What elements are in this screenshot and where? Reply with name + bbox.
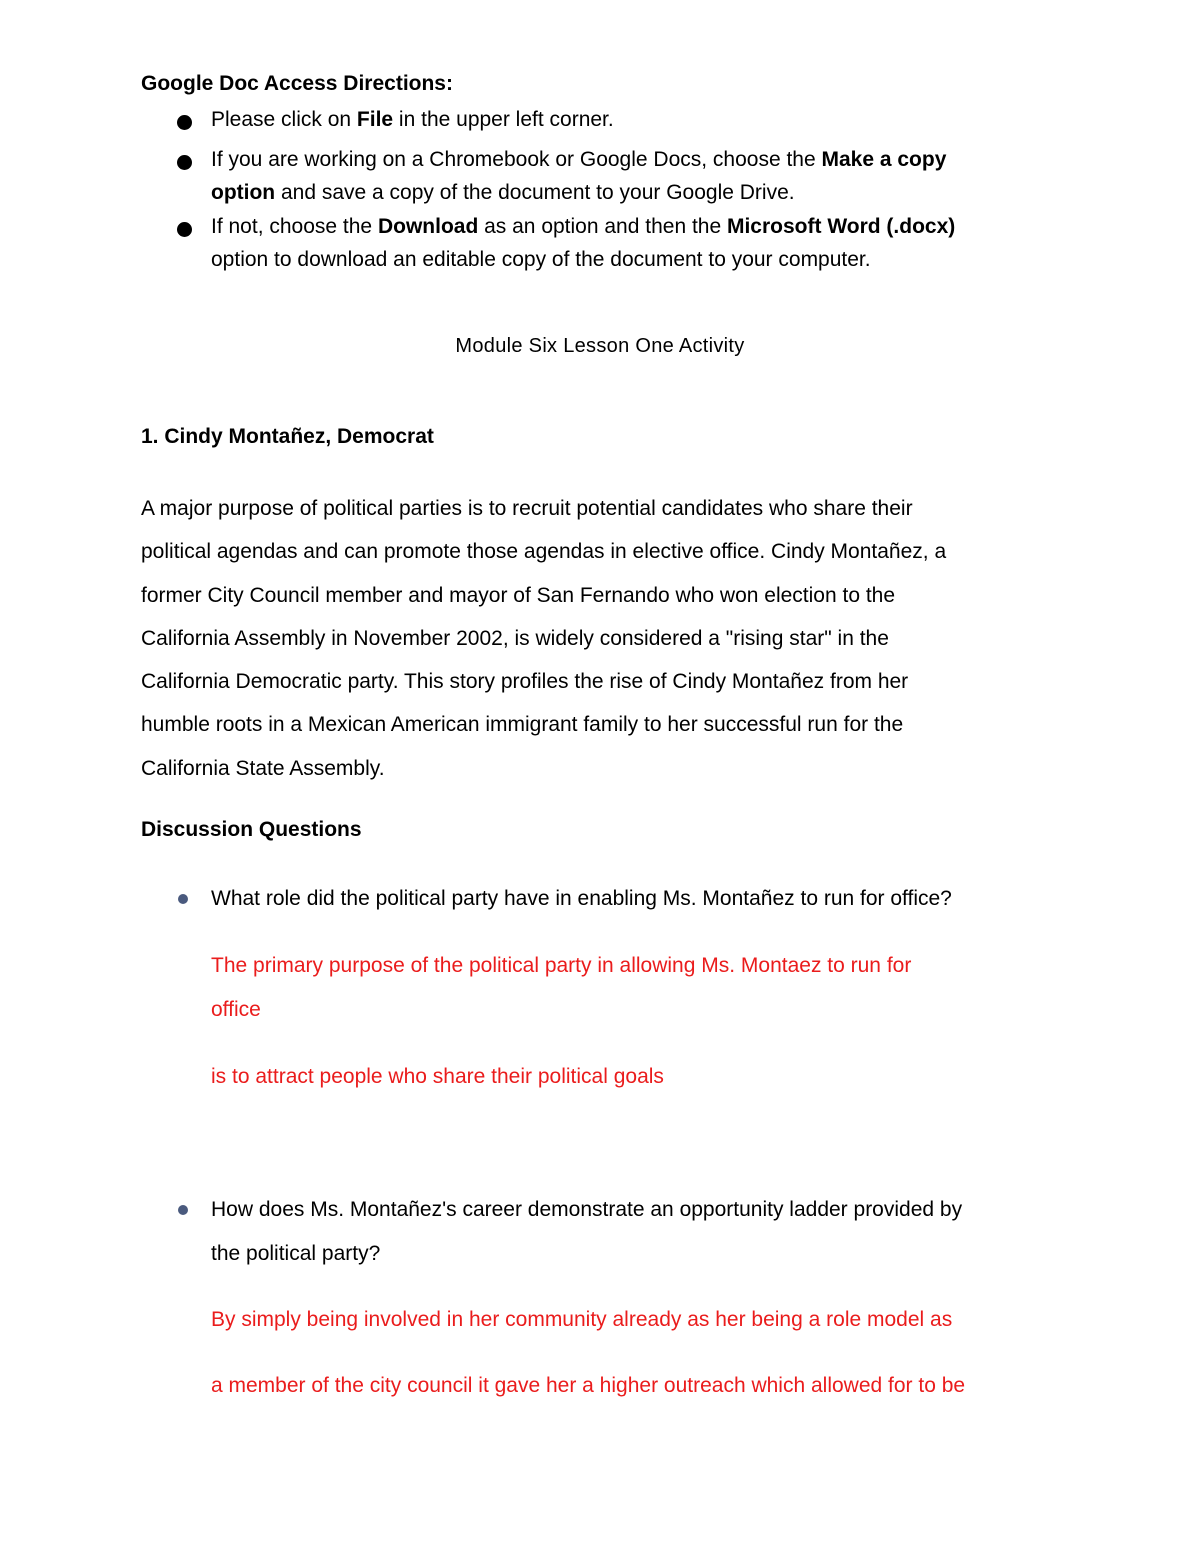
text-run: and save a copy of the document to your Google Drive. [275, 181, 795, 204]
text-run: Please click on [211, 108, 357, 131]
question-line: the political party? [211, 1241, 381, 1265]
bullet-icon [178, 1205, 188, 1215]
text-run: If not, choose the [211, 215, 378, 238]
directions-item-text [211, 210, 1091, 276]
paragraph-line: former City Council member and mayor of San Fernando who won election to the [141, 583, 896, 607]
answer-line: By simply being involved in her community already as her being a role model as [211, 1308, 953, 1331]
bullet-icon [178, 894, 188, 904]
directions-item-text [211, 143, 1091, 209]
paragraph-line: A major purpose of political parties is to recruit potential candidates who share their [141, 497, 913, 520]
answer-text [211, 1364, 965, 1408]
page-title: Module Six Lesson One Activity [455, 335, 745, 357]
body-paragraph [141, 487, 1066, 790]
question-text [211, 1188, 962, 1275]
answer-line: The primary purpose of the political party in allowing Ms. Montaez to run for [211, 954, 912, 977]
paragraph-line: humble roots in a Mexican American immigrant family to her successful run for the [141, 713, 904, 737]
answer-text [211, 1055, 664, 1099]
text-run: in the upper left corner. [393, 108, 614, 131]
section-heading: 1. Cindy Montañez, Democrat [141, 425, 434, 448]
question-text [211, 877, 952, 921]
answer-text [211, 1298, 952, 1342]
question-line: How does Ms. Montañez's career demonstrate an opportunity ladder provided by [211, 1198, 963, 1221]
bullet-icon [177, 155, 192, 170]
directions-item-text [211, 103, 1091, 136]
answer-text [211, 944, 911, 1031]
text-run: as an option and then the [478, 215, 727, 238]
directions-heading: Google Doc Access Directions: [141, 72, 453, 95]
discussion-heading: Discussion Questions [141, 818, 362, 841]
bold-run: Download [377, 215, 479, 238]
answer-line: office [211, 997, 261, 1021]
bold-run: Make a copy [821, 148, 947, 171]
paragraph-line: California State Assembly. [141, 756, 385, 780]
bold-run: Microsoft Word (.docx) [726, 215, 956, 238]
text-run: If you are working on a Chromebook or Google Docs, choose the [211, 148, 822, 171]
bullet-icon [177, 222, 192, 237]
bullet-icon [177, 115, 192, 130]
bold-run: File [356, 108, 394, 131]
paragraph-line: political agendas and can promote those agendas in elective office. Cindy Montañez, a [141, 540, 947, 564]
bold-run: option [211, 181, 276, 204]
paragraph-line: California Assembly in November 2002, is widely considered a "rising star" in the [141, 626, 889, 650]
question-line: What role did the political party have in enabling Ms. Montañez to run for office? [211, 887, 952, 910]
text-run: option to download an editable copy of the document to your computer. [211, 248, 871, 271]
answer-line: is to attract people who share their political goals [211, 1065, 664, 1088]
paragraph-line: California Democratic party. This story profiles the rise of Cindy Montañez from her [141, 670, 909, 694]
answer-line: a member of the city council it gave her a higher outreach which allowed for to be [211, 1374, 966, 1397]
